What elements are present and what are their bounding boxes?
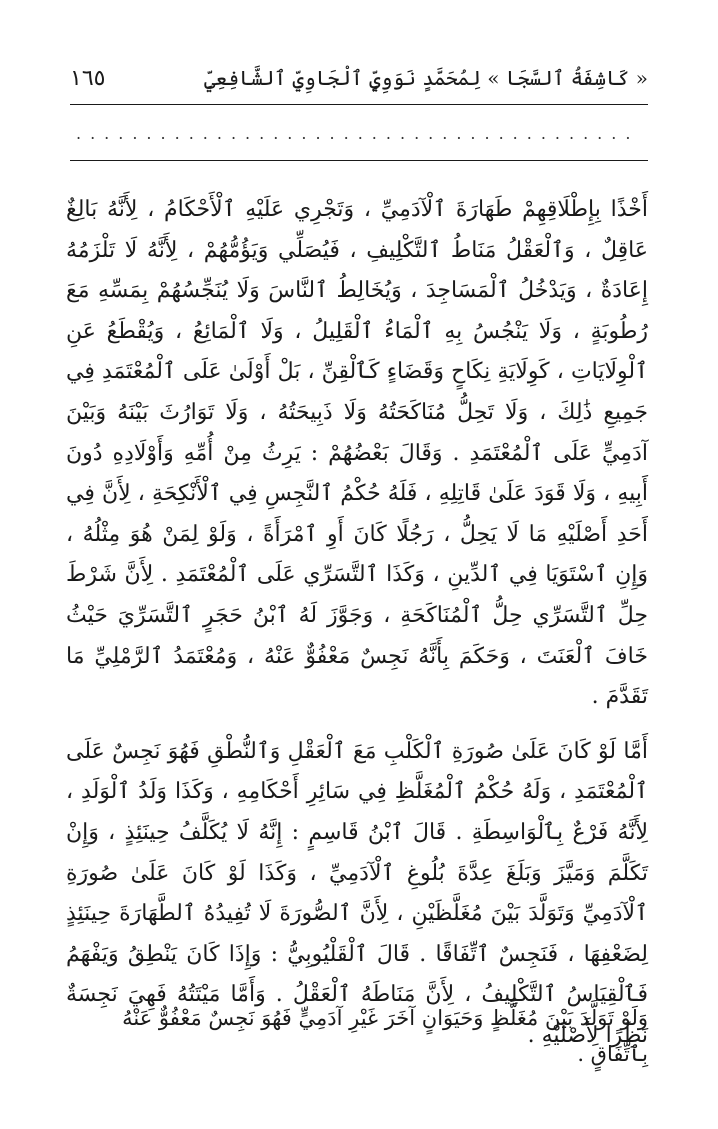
- page-number: ١٦٥: [70, 65, 106, 91]
- paragraph: أَمَّا لَوْ كَانَ عَلَىٰ صُورَةِ ٱلْكَلْبِ مَعَ ٱلْعَقْلِ وَٱلنُّطْقِ فَهُوَ نَجِسٌ عَلَى ٱلْمُعْتَمَدِ ، وَلَهُ حُكْمُ ٱلْمُغَلَّظِ فِي سَائِرِ أَحْكَامِهِ ، وَكَذَا وَلَدُ ٱلْوَلَدِ ، لِأَنَّهُ فَرْعٌ بِٱلْوَاسِطَةِ . قَالَ ٱبْنُ قَاسِمٍ : إِنَّهُ لَا يُكَلَّفُ حِينَئِذٍ ، وَإِنْ تَكَلَّمَ وَمَيَّزَ وَبَلَغَ عِدَّةَ بُلُوغِ ٱلْآدَمِيِّ ، وَكَذَا لَوْ كَانَ عَلَىٰ صُورَةِ ٱلْآدَمِيِّ وَتَوَلَّدَ بَيْنَ مُغَلَّظَيْنِ ، لِأَنَّ ٱلصُّورَةَ لَا تُفِيدُهُ ٱلطَّهَارَةَ حِينَئِذٍ لِضَعْفِهَا ، فَنَجِسٌ ٱتِّفَاقًا . قَالَ ٱلْقَلْيُوبِيُّ : وَإِذَا كَانَ يَنْطِقُ وَيَفْهَمُ فَٱلْقِيَاسُ ٱلتَّكْلِيفُ ، لِأَنَّ مَنَاطَهُ ٱلْعَقْلُ . وَأَمَّا مَيْتَتُهُ فَهِيَ نَجِسَةٌ نَظَرًا لِأَصْلَيْهِ .: [66, 738, 648, 1048]
- header-rule: [70, 104, 648, 105]
- dotted-separator: ........................................: [76, 126, 640, 142]
- paragraph: أَخْذًا بِإِطْلَاقِهِمْ طَهَارَةَ ٱلْآدَمِيِّ ، وَتَجْرِي عَلَيْهِ ٱلْأَحْكَامُ ، لِأَنَّهُ بَالِغٌ عَاقِلٌ ، وَٱلْعَقْلُ مَنَاطُ ٱلتَّكْلِيفِ ، فَيُصَلِّي وَيَؤُمُّهُمْ ، لِأَنَّهُ لَا تَلْزَمُهُ إِعَادَةٌ ، وَيَدْخُلُ ٱلْمَسَاجِدَ ، وَيُخَالِطُ ٱلنَّاسَ وَلَا يُنَجِّسُهُمْ بِمَسِّهِ مَعَ رُطُوبَةٍ ، وَلَا يَنْجُسُ بِهِ ٱلْمَاءُ ٱلْقَلِيلُ ، وَلَا ٱلْمَائِعُ ، وَيُقْطَعُ عَنِ ٱلْوِلَايَاتِ ، كَوِلَايَةِ نِكَاحٍ وَقَضَاءٍ كَٱلْقِنِّ ، بَلْ أَوْلَىٰ عَلَى ٱلْمُعْتَمَدِ فِي جَمِيعِ ذَٰلِكَ ، وَلَا تَحِلُّ مُنَاكَحَتُهُ وَلَا ذَبِيحَتُهُ ، وَلَا تَوَارُثَ بَيْنَهُ وَبَيْنَ آدَمِيٍّ عَلَى ٱلْمُعْتَمَدِ . وَقَالَ بَعْضُهُمْ : يَرِثُ مِنْ أُمِّهِ وَأَوْلَادِهِ دُونَ أَبِيهِ ، وَلَا قَوَدَ عَلَىٰ قَاتِلِهِ ، فَلَهُ حُكْمُ ٱلنَّجِسِ فِي ٱلْأَنْكِحَةِ ، لِأَنَّ فِي أَحَدِ أَصْلَيْهِ مَا لَا يَحِلُّ ، رَجُلًا كَانَ أَوِ ٱمْرَأَةً ، وَلَوْ لِمَنْ هُوَ مِثْلُهُ ، وَإِنِ ٱسْتَوَيَا فِي ٱلدِّينِ ، وَكَذَا ٱلتَّسَرِّي عَلَى ٱلْمُعْتَمَدِ . لِأَنَّ شَرْطَ حِلِّ ٱلتَّسَرِّي حِلُّ ٱلْمُنَاكَحَةِ ، وَجَوَّزَ لَهُ ٱبْنُ حَجَرٍ ٱلتَّسَرِّيَ حَيْثُ خَافَ ٱلْعَنَتَ ، وَحَكَمَ بِأَنَّهُ نَجِسٌ مَعْفُوٌّ عَنْهُ ، وَمُعْتَمَدُ ٱلرَّمْلِيِّ مَا تَقَدَّمَ .: [66, 197, 648, 710]
- page-header: [70, 58, 648, 98]
- main-text-line: وَلَوْ تَوَلَّدَ بَيْنَ مُغَلَّظٍ وَحَيَوَانٍ آخَرَ غَيْرِ آدَمِيٍّ فَهُوَ نَجِسٌ مَعْفُوٌّ عَنْهُ بِٱتِّفَاقٍ .: [122, 1006, 648, 1066]
- commentary-rule: [70, 160, 648, 161]
- running-title: « كَاشِفَةُ ٱلسَّجَا » لِمُحَمَّدٍ نَوَوِيٍّ ٱلْجَاوِيِّ ٱلشَّافِعِيِّ: [204, 66, 648, 90]
- commentary-text: [66, 190, 648, 1056]
